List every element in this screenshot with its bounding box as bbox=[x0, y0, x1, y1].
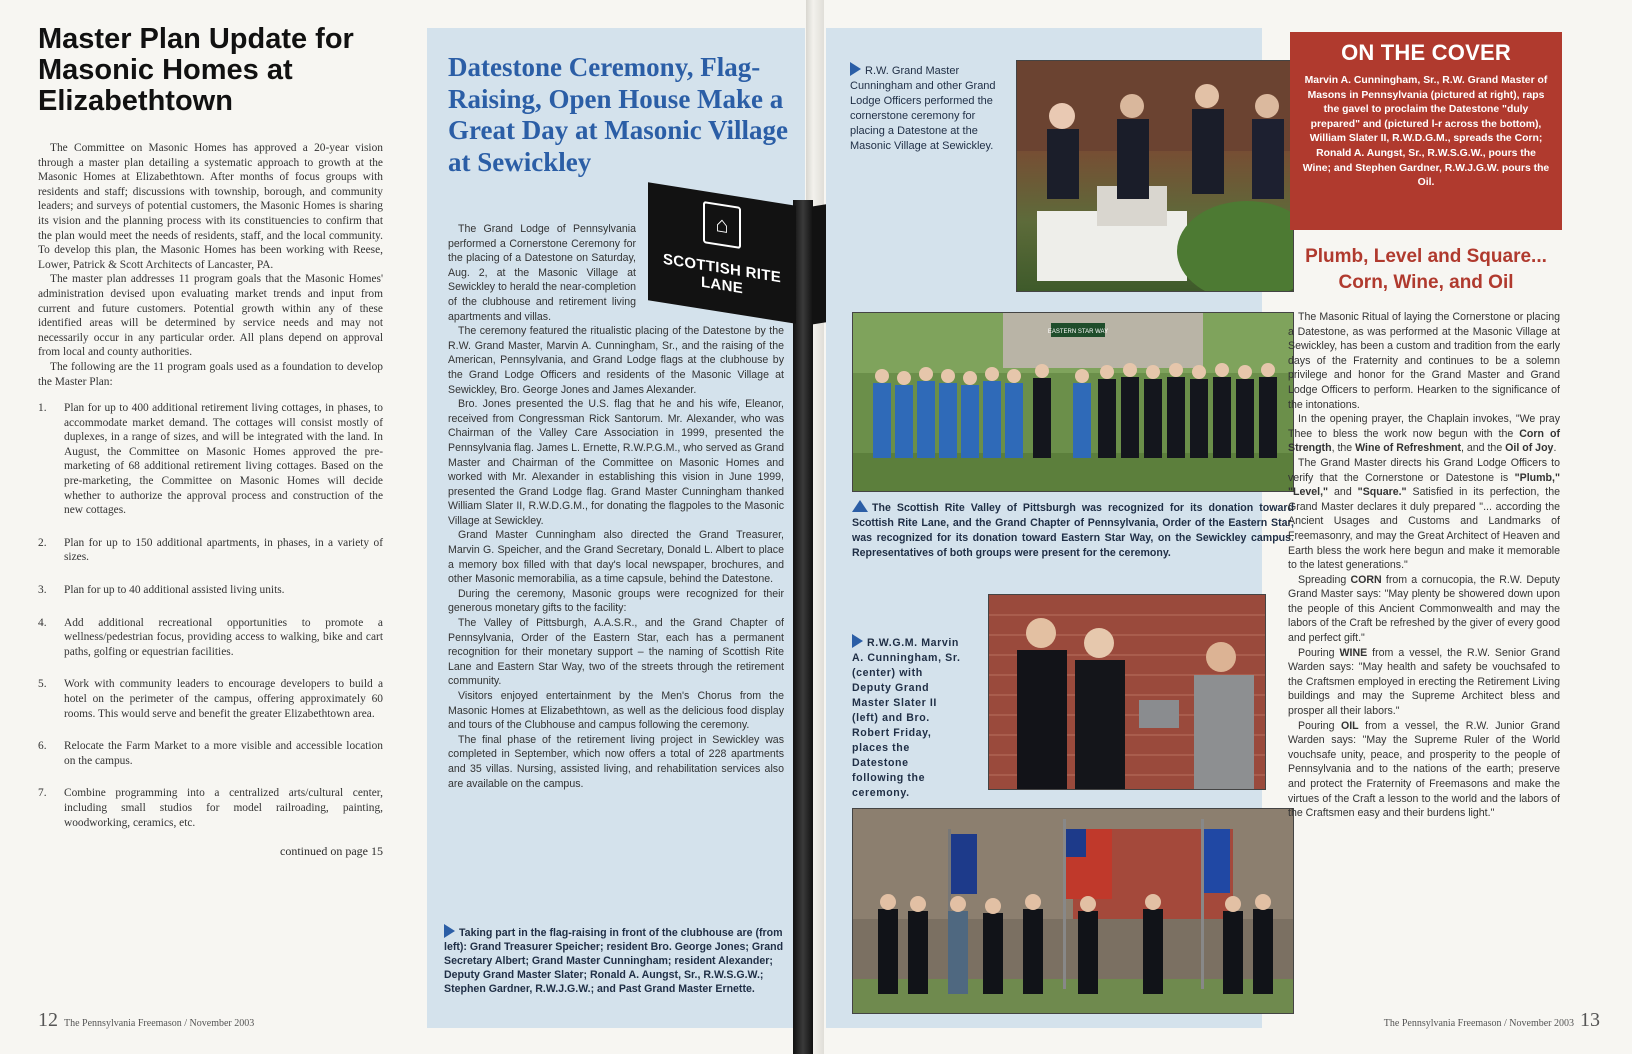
datestone-headline: Datestone Ceremony, Flag-Raising, Open House Make a Great Day at Masonic Village at Sewickley bbox=[448, 52, 788, 177]
folio-text: The Pennsylvania Freemason / November 2003 bbox=[64, 1018, 255, 1029]
plumb-level-article bbox=[1288, 310, 1560, 821]
datestone-photo-caption: R.W.G.M. Marvin A. Cunningham, Sr. (center) with Deputy Grand Master Slater II (left) and Bro. Robert Friday, places the Datestone following the ceremony. bbox=[852, 634, 962, 801]
plumb-level-headline: Plumb, Level and Square... Corn, Wine, and Oil bbox=[1305, 246, 1547, 293]
list-item: 1. Plan for up to 400 additional retirement living cottages, in phases, to accommodate market demand. The cottages will consist mostly of duplexes, in a range of sizes, and will be integrated with the land. In August, the Committee on Masonic Homes approved the pre-marketing of 68 additional retirement living cottages. Based on the pre-marketing, the Committee on Masonic Homes will decide whether to authorize the approval process and construction of the new cottages. bbox=[38, 402, 383, 517]
ceremony-photo bbox=[1016, 60, 1294, 292]
triangle-arrow-icon bbox=[444, 924, 455, 938]
right-folio bbox=[1384, 1009, 1600, 1032]
list-item: 5. Work with community leaders to encourage developers to build a hotel on the perimeter of the campus, offering approximately 60 rooms. This would serve and benefit the greater Elizabethtown area. bbox=[38, 678, 383, 720]
sign-pole bbox=[793, 200, 813, 1054]
list-item: 4. Add additional recreational opportunities to promote a wellness/pedestrian focus, providing access to walking, bike and cart paths, golfing or equestrian facilities. bbox=[38, 616, 383, 658]
paragraph: The master plan addresses 11 program goals that the Masonic Homes' administration devised upon evaluating market trends and input from current and future customers. Potential growth within any of these identified areas will be determined by service needs and may not necessarily occur in any particular order. All plans depend on approval from local and county authorities. bbox=[38, 273, 383, 359]
group-photo bbox=[852, 312, 1294, 492]
paragraph: Grand Master Cunningham also directed the Grand Treasurer, Marvin G. Speicher, and the Grand Secretary, Donald L. Albert to place a memory box filled with that day's local newspaper, brochures, and other Masonic memorabilia, as a time capsule, behind the Datestone. bbox=[448, 529, 784, 586]
flag-raising-caption: Taking part in the flag-raising in front of the clubhouse are (from left): Grand Treasurer Speicher; resident Bro. George Jones; Grand Secretary Albert; Grand Master Cunningham; resident Alexander; Deputy Grand Master Slater; Ronald A. Aungst, Sr., R.W.S.G.W.; Stephen Gardner, R.W.J.G.W.; and Past Grand Master Ernette. bbox=[444, 924, 784, 996]
paragraph: Spreading CORN from a cornucopia, the R.W. Deputy Grand Master says: "May plenty be showered down upon the people of this Ancient Commonwealth and may the labors of the Craft be refreshed by the giver of every good and perfect gift." bbox=[1288, 573, 1560, 645]
left-folio bbox=[38, 1009, 254, 1032]
cover-text: Marvin A. Cunningham, Sr., R.W. Grand Master of Masons in Pennsylvania (pictured at right), raps the gavel to proclaim the Datestone "duly prepared" and (pictured l-r across the bottom), William Slater II, R.W.D.G.M., spreads the Corn; Ronald A. Aungst, Sr., R.W.S.G.W., pours the Wine; and Stephen Gardner, R.W.J.G.W. pours the Oil. bbox=[1302, 75, 1550, 189]
flag-raising-photo bbox=[852, 808, 1294, 1014]
list-item: 6. Relocate the Farm Market to a more visible and accessible location on the campus. bbox=[38, 740, 383, 767]
master-plan-body bbox=[38, 141, 383, 389]
list-item: 3. Plan for up to 40 additional assisted living units. bbox=[38, 584, 285, 597]
folio-text: The Pennsylvania Freemason / November 2003 bbox=[1383, 1018, 1574, 1029]
paragraph: The final phase of the retirement living project in Sewickley was completed in September, which now offers a total of 228 apartments and 35 villas. Nursing, assisted living, and rehabilitation services also are available on the campus. bbox=[448, 733, 784, 790]
paragraph: The following are the 11 program goals used as a foundation to develop the Master Plan: bbox=[38, 360, 383, 388]
group-photo-caption: The Scottish Rite Valley of Pittsburgh was recognized for its donation toward Scottish Rite Lane, and the Grand Chapter of Pennsylvania, Order of the Eastern Star, was recognized for its donation toward Eastern Star Way, on the Sewickley campus. Representatives of both groups were present for the ceremony. bbox=[852, 502, 1294, 559]
masonic-emblem-icon: ⌂ bbox=[703, 201, 741, 249]
paragraph: Pouring OIL from a vessel, the R.W. Junior Grand Warden says: "May the Supreme Ruler of the World vouchsafe unity, peace, and prosperity to the people of Pennsylvania and to the nations of the earth; preserve and protect the Fraternity of Freemasons and make the virtues of the Craft a lesson to the world and the labors of the Craftsmen easy and their burdens light." bbox=[1288, 719, 1560, 820]
continued-note: continued on page 15 bbox=[280, 844, 383, 859]
ceremony-photo-caption: R.W. Grand Master Cunningham and other Grand Lodge Officers performed the cornerstone ceremony for placing a Datestone at the Masonic Village at Sewickley. bbox=[850, 62, 998, 154]
paragraph: The Committee on Masonic Homes has approved a 20-year vision through a master plan detailing a systematic approach to growth at the Masonic Homes at Elizabethtown. After months of focus groups with residents and staff; discussions with township, borough, and community leaders; and surveys of potential customers, the Masonic Homes is sharing its vision and the planning process with its constituencies to confirm that the plan would meet the needs of residents, staff, and the local community. To develop this plan, the Masonic Homes has been working with Reese, Lower, Patrick & Scott Architects of Lancaster, PA. bbox=[38, 142, 383, 271]
paragraph: Pouring WINE from a vessel, the R.W. Senior Grand Warden says: "May health and safety be vouchsafed to the Craftsmen employed in erecting the Retirement Living buildings and may the Supreme Architect bless and prosper all their labors." bbox=[1288, 646, 1560, 718]
list-item: 7. Combine programming into a centralized arts/cultural center, including small studios for model railroading, painting, woodworking, ceramics, etc. bbox=[38, 787, 383, 829]
paragraph: Bro. Jones presented the U.S. flag that he and his wife, Eleanor, received from Congressman Rick Santorum. Mr. Alexander, who was Chairman of the Valley Care Association in 1999, presented the Pennsylvania flag. James L. Ernette, R.W.P.G.M., who served as Grand Master and Chairman of the Committee on Masonic Homes and worked with Mr. Alexander in establishing this vision in June 1999, presented the Grand Lodge flag. Grand Master Cunningham thanked William Slater II, R.W.D.G.M., for donating the flagpoles to the Masonic Village at Sewickley. bbox=[448, 398, 785, 527]
paragraph: The Masonic Ritual of laying the Cornerstone or placing a Datestone, as was performed at the Masonic Village at Sewickley, has been a custom and tradition from the early days of the Fraternity and continues to be a solemn privilege and honor for the Grand Master and Grand Lodge Officers to perform. Hearken to the significance of the intonations. bbox=[1288, 311, 1560, 411]
master-plan-headline: Master Plan Update for Masonic Homes at Elizabethtown bbox=[38, 23, 354, 117]
triangle-arrow-icon bbox=[850, 62, 861, 76]
paragraph: The Grand Lodge of Pennsylvania performed a Cornerstone Ceremony for the placing of a Datestone on Saturday, Aug. 2, at the Masonic Village at Sewickley to herald the near-completion of the clubhouse and retirement living apartments and villas. bbox=[448, 223, 636, 323]
paragraph: The Valley of Pittsburgh, A.A.S.R., and the Grand Chapter of Pennsylvania, Order of the Eastern Star, each has a permanent recognition for their monetary support – the naming of Scottish Rite Lane and Eastern Star Way, two of the streets through the retirement community. bbox=[448, 617, 784, 688]
program-goals-list bbox=[38, 401, 383, 830]
page-number: 13 bbox=[1580, 1009, 1600, 1031]
street-banner: EASTERN STAR WAY bbox=[1047, 329, 1109, 335]
master-plan-article bbox=[38, 24, 383, 859]
paragraph: Visitors enjoyed entertainment by the Men's Chorus from the Masonic Homes at Elizabethtown, as well as the delicious food display and tours of the Clubhouse and campus following the ceremony. bbox=[448, 690, 784, 732]
paragraph: The Grand Master directs his Grand Lodge Officers to verify that the Cornerstone or Datestone is "Plumb," "Level," and "Square." Satisfied in its perfection, the Grand Master declares it duly prepared "... according the Ancient Usages and Customs and Landmarks of Freemasonry, and may the Great Architect of Heaven and Earth bless the work here begun and make it memorable to the latest generations." bbox=[1288, 456, 1560, 572]
triangle-up-icon bbox=[852, 500, 868, 512]
paragraph: The ceremony featured the ritualistic placing of the Datestone by the R.W. Grand Master, Marvin A. Cunningham, Sr., and the raising of the American, Pennsylvania, and Grand Lodge flags at the clubhouse by the Grand Lodge Officers and residents of the Masonic Village at Sewickley, Bro. George Jones and James Alexander. bbox=[448, 325, 784, 396]
datestone-photo bbox=[988, 594, 1266, 790]
page-number: 12 bbox=[38, 1009, 58, 1031]
list-item: 2. Plan for up to 150 additional apartments, in phases, in a variety of sizes. bbox=[38, 536, 383, 564]
scottish-rite-lane-sign bbox=[648, 182, 796, 323]
sign-label: SCOTTISH RITE LANE bbox=[662, 250, 782, 298]
on-the-cover-box bbox=[1290, 32, 1562, 230]
cover-title: ON THE COVER bbox=[1341, 40, 1511, 65]
paragraph: During the ceremony, Masonic groups were recognized for their generous monetary gifts to the facility: bbox=[448, 587, 784, 615]
triangle-arrow-icon bbox=[852, 634, 863, 648]
paragraph: In the opening prayer, the Chaplain invokes, "We pray Thee to bless the work now begun with the Corn of Strength, the Wine of Refreshment, and the Oil of Joy. bbox=[1288, 413, 1560, 455]
